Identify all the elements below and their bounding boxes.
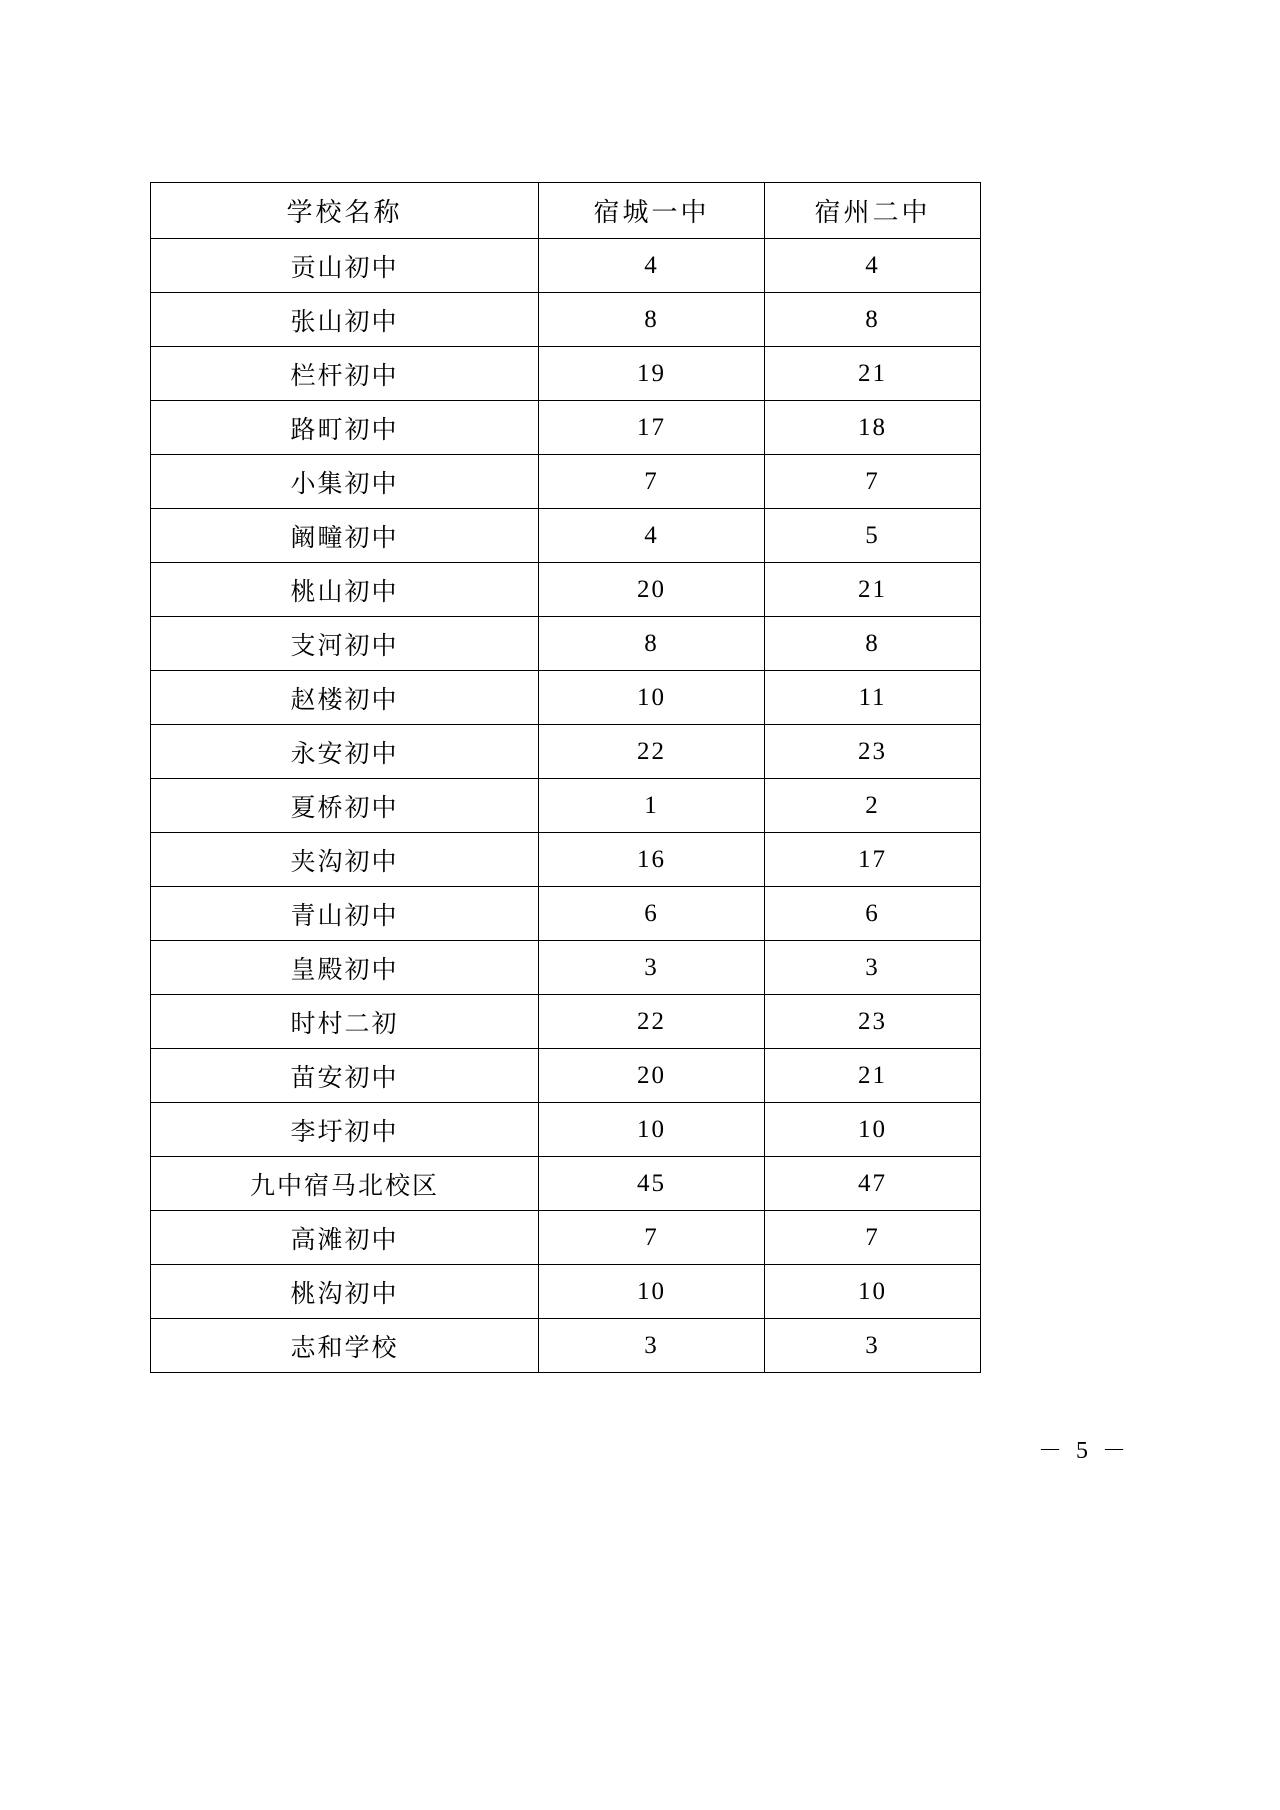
cell-school-name: 夹沟初中 bbox=[151, 833, 539, 887]
cell-value-1: 7 bbox=[539, 1211, 765, 1265]
cell-value-2: 18 bbox=[765, 401, 981, 455]
table-row bbox=[151, 347, 981, 401]
cell-value-2: 8 bbox=[765, 617, 981, 671]
cell-school-name: 小集初中 bbox=[151, 455, 539, 509]
cell-value-1: 10 bbox=[539, 1103, 765, 1157]
table-row bbox=[151, 671, 981, 725]
cell-school-name: 赵楼初中 bbox=[151, 671, 539, 725]
cell-school-name: 永安初中 bbox=[151, 725, 539, 779]
cell-value-2: 11 bbox=[765, 671, 981, 725]
cell-value-2: 4 bbox=[765, 239, 981, 293]
table-header-row bbox=[151, 183, 981, 239]
cell-school-name: 九中宿马北校区 bbox=[151, 1157, 539, 1211]
cell-value-2: 21 bbox=[765, 347, 981, 401]
cell-value-2: 23 bbox=[765, 995, 981, 1049]
column-header-school-name: 学校名称 bbox=[151, 183, 539, 239]
table-row bbox=[151, 1049, 981, 1103]
cell-school-name: 支河初中 bbox=[151, 617, 539, 671]
table-body bbox=[151, 239, 981, 1373]
cell-value-1: 20 bbox=[539, 563, 765, 617]
cell-value-1: 6 bbox=[539, 887, 765, 941]
table-header bbox=[151, 183, 981, 239]
cell-value-1: 10 bbox=[539, 671, 765, 725]
cell-value-2: 8 bbox=[765, 293, 981, 347]
cell-school-name: 阚疃初中 bbox=[151, 509, 539, 563]
cell-value-2: 21 bbox=[765, 1049, 981, 1103]
table-row bbox=[151, 563, 981, 617]
cell-value-2: 7 bbox=[765, 455, 981, 509]
table-row bbox=[151, 941, 981, 995]
cell-value-1: 20 bbox=[539, 1049, 765, 1103]
table-row bbox=[151, 293, 981, 347]
column-header-suzhouerzhong: 宿州二中 bbox=[765, 183, 981, 239]
cell-school-name: 桃沟初中 bbox=[151, 1265, 539, 1319]
school-allocation-table-container bbox=[150, 182, 980, 1373]
cell-value-1: 4 bbox=[539, 239, 765, 293]
table-row bbox=[151, 1265, 981, 1319]
cell-school-name: 皇殿初中 bbox=[151, 941, 539, 995]
cell-value-1: 17 bbox=[539, 401, 765, 455]
cell-value-2: 21 bbox=[765, 563, 981, 617]
cell-school-name: 时村二初 bbox=[151, 995, 539, 1049]
cell-school-name: 桃山初中 bbox=[151, 563, 539, 617]
cell-school-name: 夏桥初中 bbox=[151, 779, 539, 833]
cell-value-2: 47 bbox=[765, 1157, 981, 1211]
cell-value-2: 23 bbox=[765, 725, 981, 779]
table-row bbox=[151, 1157, 981, 1211]
table-row bbox=[151, 617, 981, 671]
table-row bbox=[151, 995, 981, 1049]
table-row bbox=[151, 1103, 981, 1157]
cell-value-1: 8 bbox=[539, 617, 765, 671]
cell-school-name: 苗安初中 bbox=[151, 1049, 539, 1103]
table-row bbox=[151, 509, 981, 563]
cell-value-1: 8 bbox=[539, 293, 765, 347]
cell-value-2: 7 bbox=[765, 1211, 981, 1265]
cell-value-2: 10 bbox=[765, 1265, 981, 1319]
cell-value-2: 2 bbox=[765, 779, 981, 833]
cell-value-1: 4 bbox=[539, 509, 765, 563]
cell-value-1: 3 bbox=[539, 941, 765, 995]
cell-school-name: 李圩初中 bbox=[151, 1103, 539, 1157]
table-row bbox=[151, 1319, 981, 1373]
cell-value-1: 1 bbox=[539, 779, 765, 833]
table-row bbox=[151, 455, 981, 509]
cell-value-2: 3 bbox=[765, 941, 981, 995]
table-row bbox=[151, 239, 981, 293]
table-row bbox=[151, 779, 981, 833]
cell-value-2: 3 bbox=[765, 1319, 981, 1373]
cell-value-2: 10 bbox=[765, 1103, 981, 1157]
table-row bbox=[151, 1211, 981, 1265]
cell-value-1: 16 bbox=[539, 833, 765, 887]
cell-value-1: 22 bbox=[539, 725, 765, 779]
cell-value-1: 10 bbox=[539, 1265, 765, 1319]
cell-value-1: 19 bbox=[539, 347, 765, 401]
cell-school-name: 张山初中 bbox=[151, 293, 539, 347]
cell-school-name: 栏杆初中 bbox=[151, 347, 539, 401]
cell-value-2: 6 bbox=[765, 887, 981, 941]
cell-value-1: 7 bbox=[539, 455, 765, 509]
column-header-suchengyizhong: 宿城一中 bbox=[539, 183, 765, 239]
cell-school-name: 路町初中 bbox=[151, 401, 539, 455]
page-number: － 5 － bbox=[1038, 1438, 1130, 1464]
table-row bbox=[151, 725, 981, 779]
cell-value-1: 45 bbox=[539, 1157, 765, 1211]
cell-school-name: 贡山初中 bbox=[151, 239, 539, 293]
cell-school-name: 青山初中 bbox=[151, 887, 539, 941]
table-row bbox=[151, 887, 981, 941]
cell-value-1: 3 bbox=[539, 1319, 765, 1373]
table-row bbox=[151, 401, 981, 455]
cell-school-name: 志和学校 bbox=[151, 1319, 539, 1373]
cell-school-name: 高滩初中 bbox=[151, 1211, 539, 1265]
cell-value-1: 22 bbox=[539, 995, 765, 1049]
table-row bbox=[151, 833, 981, 887]
school-allocation-table bbox=[150, 182, 981, 1373]
cell-value-2: 17 bbox=[765, 833, 981, 887]
cell-value-2: 5 bbox=[765, 509, 981, 563]
